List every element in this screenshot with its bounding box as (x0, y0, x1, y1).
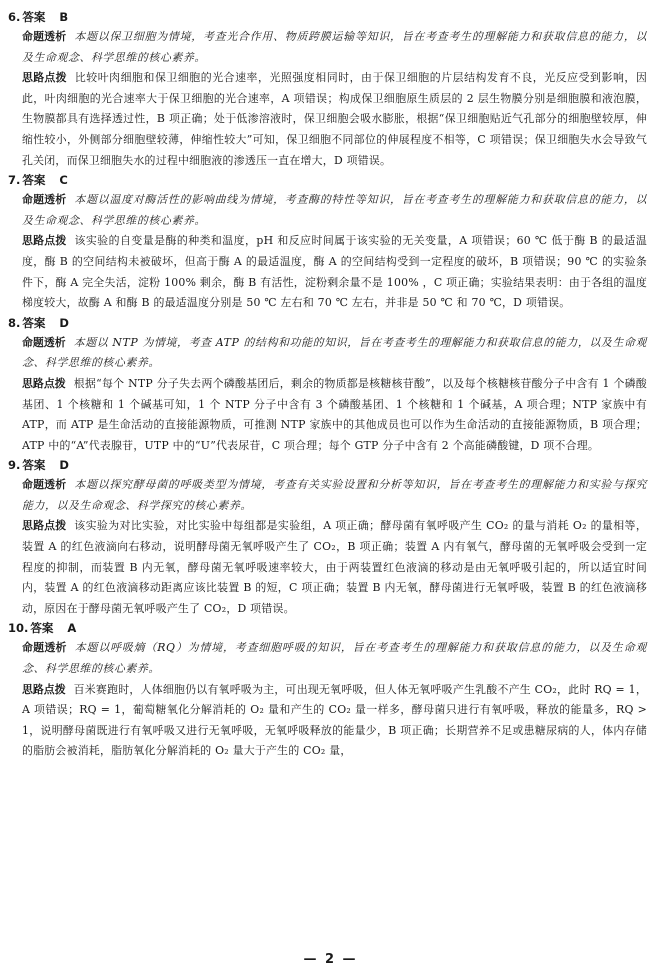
answer-label: 答案 (30, 621, 54, 636)
question-number: 10. (8, 621, 29, 636)
analysis-label: 命题透析 (22, 641, 67, 655)
hint-label: 思路点拨 (22, 234, 67, 248)
question-number: 7. (8, 173, 21, 188)
answer-label: 答案 (22, 10, 46, 24)
answer-line (8, 619, 647, 638)
hint-paragraph (22, 516, 647, 619)
analysis-paragraph (22, 190, 647, 231)
answer-choice: C (59, 173, 68, 188)
analysis-paragraph (22, 333, 647, 374)
question-9 (8, 456, 647, 619)
hint-paragraph (22, 680, 647, 762)
analysis-label: 命题透析 (22, 30, 67, 43)
hint-paragraph (22, 231, 647, 313)
question-10 (8, 619, 647, 762)
question-number: 6. (8, 10, 21, 24)
hint-label: 思路点拨 (22, 71, 67, 85)
hint-label: 思路点拨 (22, 682, 66, 696)
analysis-label: 命题透析 (22, 193, 67, 207)
answer-label: 答案 (22, 315, 46, 330)
hint-text: 比较叶肉细胞和保卫细胞的光合速率，光照强度相同时，由于保卫细胞的片层结构发育不良，光反应受到影响，因此，叶肉细胞的光合速率大于保卫细胞的光合速率，A 项错误；构成保卫细胞原生质层的 2 层生物膜分别是细胞膜和液泡膜，生物膜都具有选择透过性，B 项正确；处于低渗溶液时，保卫细胞会吸水膨胀，根据“保卫细胞贴近气孔部分的细胞壁较厚，伸缩性较小，外侧部分细胞壁较薄，伸缩性较大”可知，保卫细胞不同部位的伸展程度不相等，C 项错误；保卫细胞失水会导致气孔关闭，而保卫细胞失水的过程中细胞液的渗透压一直在增大，D 项错误。 (22, 71, 647, 167)
answer-line (8, 171, 647, 190)
hint-text: 百米赛跑时，人体细胞仍以有氧呼吸为主，可出现无氧呼吸，但人体无氧呼吸产生乳酸不产生 CO₂，此时 RQ = 1，A 项错误；RQ = 1，葡萄糖氧化分解消耗的 O₂ 量和产生的 CO₂ 量一样多，酵母菌只进行有氧呼吸，释放的能量多，RQ > 1，说明酵母菌既进行有氧呼吸又进行无氧呼吸，无氧呼吸释放的能量少，B 项正确；长期营养不足或患糖尿病的人，体内存储的脂肪会被消耗，脂肪氧化分解消耗的 O₂ 量大于产生的 CO₂ 量， (22, 682, 647, 758)
answer-line (8, 8, 647, 27)
analysis-paragraph (22, 638, 647, 679)
answer-line (8, 314, 647, 333)
question-7 (8, 171, 647, 314)
hint-text: 该实验的自变量是酶的种类和温度，pH 和反应时间属于该实验的无关变量，A 项错误；60 ℃ 低于酶 B 的最适温度，酶 B 的空间结构未被破坏，但高于酶 A 的最适温度，酶 A 的空间结构受到一定程度的破坏，B 项错误；90 ℃ 的实验条件下，酶 A 完全失活，淀粉 100% 剩余，酶 B 有活性，淀粉剩余量不是 100% ，C 项正确；实验结果表明：由于各组的温度梯度较大，故酶 A 和酶 B 的最适温度分别是 50 ℃ 左右和 70 ℃ 左右，并非是 50 ℃ 和 70 ℃，D 项错误。 (22, 234, 647, 310)
answer-choice: D (59, 315, 69, 330)
answer-choice: D (59, 458, 69, 473)
analysis-label: 命题透析 (22, 478, 67, 492)
hint-label: 思路点拨 (22, 519, 67, 533)
answer-label: 答案 (22, 458, 46, 473)
page-number: — 2 — (303, 952, 358, 967)
question-8 (8, 314, 647, 457)
answer-label: 答案 (22, 173, 46, 188)
analysis-text: 本题以探究酵母菌的呼吸类型为情境，考查有关实验设置和分析等知识，旨在考查考生的理解能力和实验与探究能力，以及生命观念、科学探究的核心素养。 (22, 478, 647, 512)
hint-label: 思路点拨 (22, 376, 66, 390)
question-number: 8. (8, 315, 21, 330)
hint-paragraph (22, 374, 647, 456)
analysis-text: 本题以保卫细胞为情境，考查光合作用、物质跨膜运输等知识，旨在考查考生的理解能力和获取信息的能力，以及生命观念、科学思维的核心素养。 (22, 30, 647, 64)
answer-choice: A (67, 621, 77, 636)
question-6 (8, 8, 647, 171)
answer-line (8, 456, 647, 475)
hint-paragraph (22, 68, 647, 171)
analysis-paragraph (22, 475, 647, 516)
analysis-paragraph (22, 27, 647, 68)
answer-choice: B (59, 10, 69, 24)
analysis-text: 本题以温度对酶活性的影响曲线为情境，考查酶的特性等知识，旨在考查考生的理解能力和获取信息的能力，以及生命观念、科学思维的核心素养。 (22, 193, 647, 227)
hint-text: 该实验为对比实验，对比实验中每组都是实验组，A 项正确；酵母菌有氧呼吸产生 CO₂ 的量与消耗 O₂ 的量相等，装置 A 的红色液滴向右移动，说明酵母菌无氧呼吸产生了 CO₂，B 项正确；装置 A 内有氧气，酵母菌的无氧呼吸会受到一定程度的抑制，而装置 B 内无氧，酵母菌无氧呼吸速率较大，由于两装置红色液滴的移动是由无氧呼吸引起的，所以适宜时间内，装置 A 的红色液滴移动距离应该比装置 B 的短，C 项正确；装置 B 内无氧，酵母菌进行无氧呼吸，装置 B 的红色液滴移动，原因在于酵母菌无氧呼吸产生了 CO₂，D 项错误。 (22, 519, 647, 615)
analysis-text: 本题以 NTP 为情境，考查 ATP 的结构和功能的知识，旨在考查考生的理解能力和获取信息的能力，以及生命观念、科学思维的核心素养。 (22, 335, 647, 370)
hint-text: 根据“每个 NTP 分子失去两个磷酸基团后，剩余的物质都是核糖核苷酸”，以及每个核糖核苷酸分子中含有 1 个磷酸基团、1 个核糖和 1 个碱基可知，1 个 NTP 分子中含有 3 个磷酸基团、1 个核糖和 1 个碱基，A 项合理；NTP 家族中有 ATP，而 ATP 是生命活动的直接能源物质，可推测 NTP 家族中的其他成员也可以作为生命活动的直接能源物质，B 项合理；ATP 中的“A”代表腺苷，UTP 中的“U”代表尿苷，C 项合理；每个 GTP 分子中含有 2 个高能磷酸键，D 项不合理。 (22, 376, 647, 452)
question-number: 9. (8, 458, 21, 473)
analysis-text: 本题以呼吸熵（RQ）为情境，考查细胞呼吸的知识，旨在考查考生的理解能力和获取信息的能力，以及生命观念、科学思维的核心素养。 (22, 641, 647, 676)
analysis-label: 命题透析 (22, 335, 66, 349)
